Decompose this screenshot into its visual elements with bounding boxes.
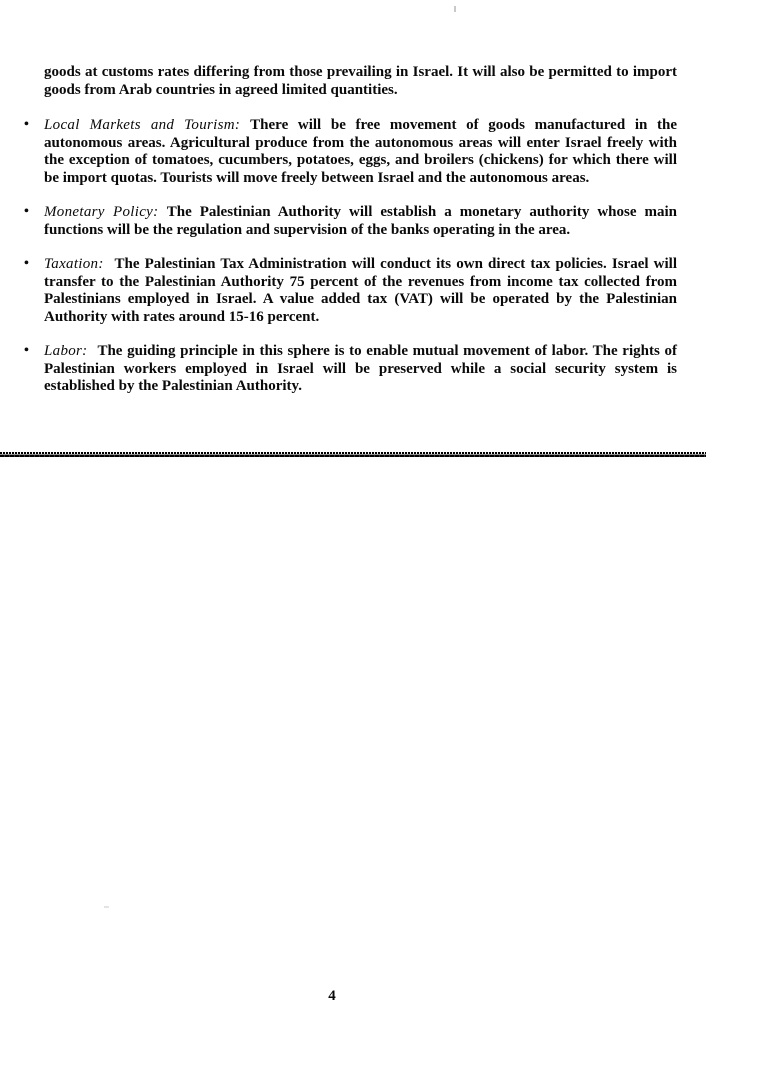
bullet-body: The guiding principle in this sphere is to enable mutual movement of labor. The rights of Palestinian workers employed in Israel will be preserved while a social security system is established by the Palestinian Authority.	[44, 343, 677, 394]
bullet-item-taxation	[24, 256, 677, 326]
bullet-body: The Palestinian Authority will establish a monetary authority whose main functions will be the regulation and supervision of the banks operating in the area.	[44, 204, 677, 238]
bullet-lead: Taxation:	[44, 256, 110, 272]
bullet-item-local-markets-and-tourism	[24, 117, 677, 187]
bullet-body: There will be free movement of goods manufactured in the autonomous areas. Agricultural produce from the autonomous areas will enter Israel freely with the exception of tomatoes, cucumbers, potatoes, eggs, and broilers (chickens) for which there will be import quotas. Tourists will move freely between Israel and the autonomous areas.	[44, 117, 677, 186]
scan-artifact	[104, 906, 109, 908]
scan-artifact	[454, 6, 456, 12]
text-block	[24, 64, 677, 413]
bullet-icon: •	[24, 256, 29, 271]
bullet-icon: •	[24, 204, 29, 219]
bullet-lead: Local Markets and Tourism:	[44, 117, 241, 133]
bullet-icon: •	[24, 343, 29, 358]
bullet-lead: Monetary Policy:	[44, 204, 159, 220]
bullet-icon: •	[24, 117, 29, 132]
continuation-paragraph: goods at customs rates differing from those prevailing in Israel. It will also be permitted to import goods from Arab countries in agreed limited quantities.	[44, 64, 677, 98]
separator-rule	[0, 452, 706, 457]
page-number: 4	[328, 988, 336, 1004]
bullet-item-labor	[24, 343, 677, 396]
bullet-item-monetary-policy	[24, 204, 677, 239]
bullet-body: The Palestinian Tax Administration will conduct its own direct tax policies. Israel will transfer to the Palestinian Authority 75 percent of the revenues from income tax collected from Palestinians employed in Israel. A value added tax (VAT) will be operated by the Palestinian Authority with rates around 15-16 percent.	[44, 256, 677, 325]
bullet-lead: Labor:	[44, 343, 93, 359]
